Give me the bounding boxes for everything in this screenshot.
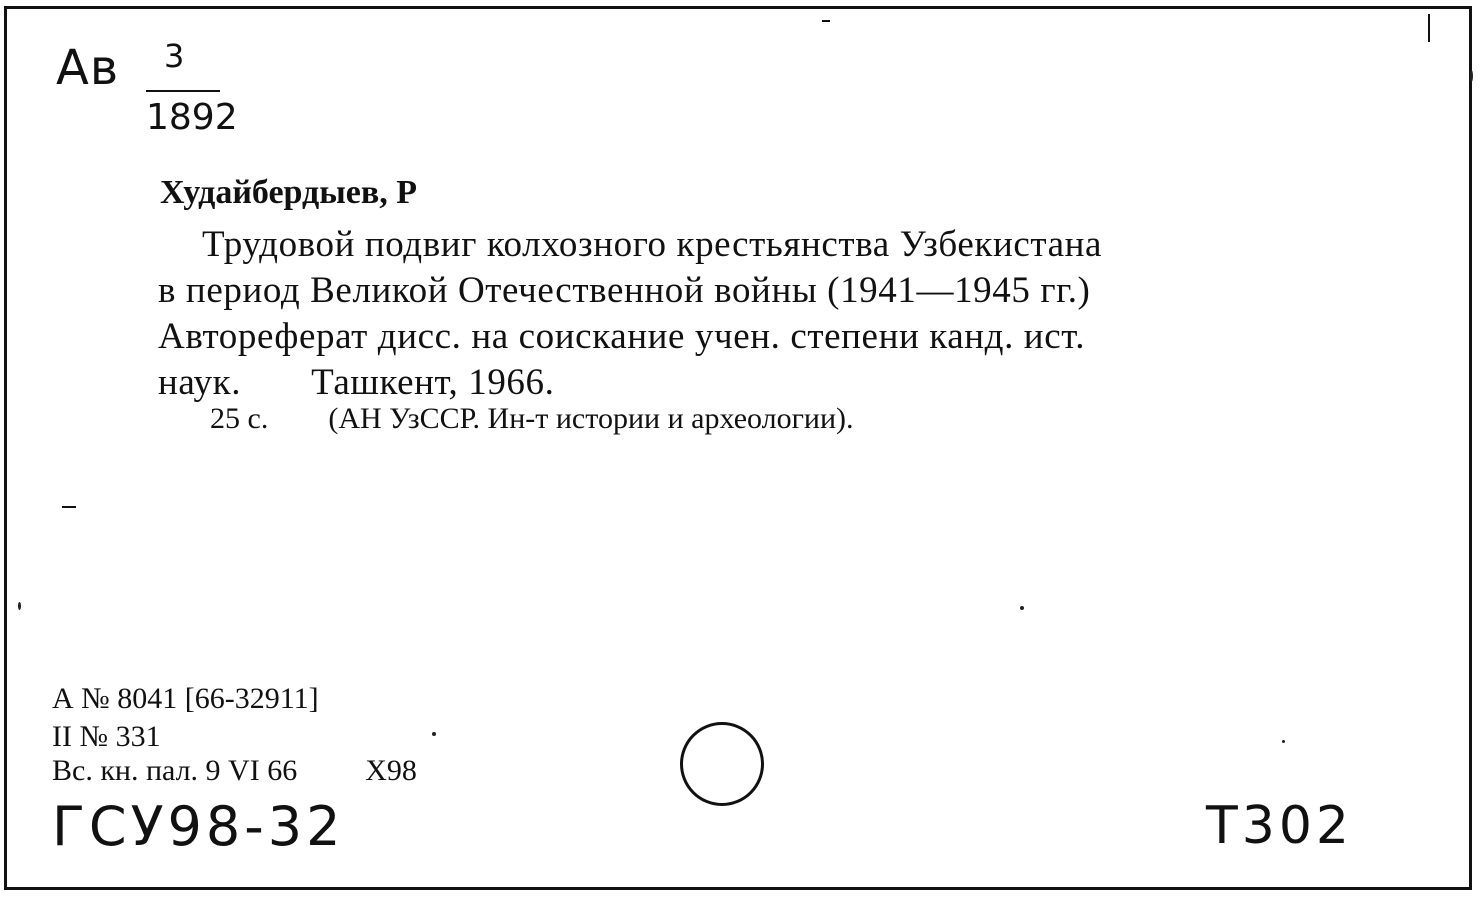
scan-speck [432,732,436,736]
series-note: (АН УзССР. Ин-т истории и археологии). [328,402,854,435]
registry-code: Х98 [365,754,417,787]
handwritten-code-right: Т302 [1206,796,1354,856]
scan-speck [18,602,21,610]
registry-date: Вс. кн. пал. 9 VI 66 [52,754,298,787]
registry-line-3 [52,756,417,786]
shelf-mark-numerator: 3 [164,37,185,75]
registry-line-1: А № 8041 [66-32911] [52,682,319,715]
scan-speck [1282,740,1285,743]
bibliographic-description [158,222,1318,406]
shelf-mark-prefix: Ав [56,40,120,96]
collation-line [210,404,854,434]
scan-speck [1470,70,1473,82]
shelf-mark-divider [146,90,220,92]
scan-dash [62,506,76,508]
imprint-line [158,360,1318,406]
handwritten-code-left: ГСУ98-32 [52,795,345,858]
shelf-mark-denominator: 1892 [146,97,238,138]
author-heading: Худайбердыев, Р [160,174,417,211]
imprint-place-year: Ташкент, 1966. [311,362,555,403]
title-line-3: Автореферат дисс. на соискание учен. степени канд. ист. [158,316,1086,357]
scan-dash [822,20,830,22]
title-line-2: в период Великой Отечественной войны (1941—1945 гг.) [158,270,1091,311]
scan-speck [1020,606,1024,610]
punch-hole [680,722,764,806]
imprint-lead: наук. [158,362,242,403]
edge-mark [1428,14,1430,42]
registry-line-2: II № 331 [52,720,161,753]
title-line-1: Трудовой подвиг колхозного крестьянства Узбекистана [202,224,1103,265]
page-count: 25 с. [210,402,269,435]
